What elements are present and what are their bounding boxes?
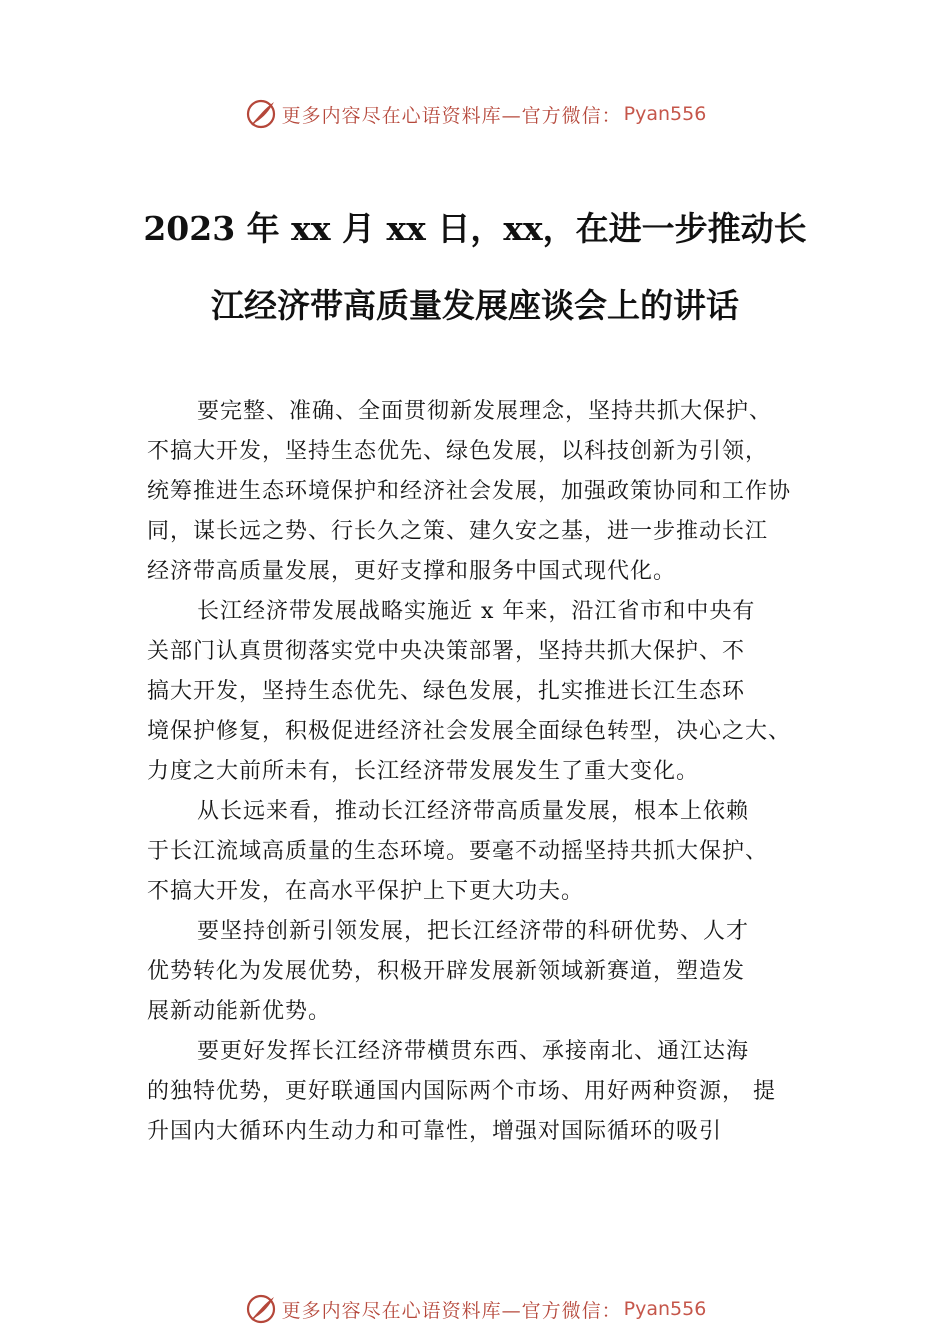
body-line: 搞大开发，坚持生态优先、绿色发展，扎实推进长江生态环 (147, 679, 746, 704)
body-line: 要完整、准确、全面贯彻新发展理念，坚持共抓大保护、 (197, 399, 773, 424)
feather-logo-icon (244, 1292, 278, 1326)
body-line: 升国内大循环内生动力和可靠性，增强对国际循环的吸引 (147, 1119, 723, 1144)
header-banner (0, 96, 950, 132)
feather-logo-icon (244, 97, 278, 131)
body-line: 境保护修复，积极促进经济社会发展全面绿色转型，决心之大、 (147, 719, 792, 744)
body-line: 要更好发挥长江经济带横贯东西、承接南北、通江达海 (197, 1039, 750, 1064)
body-line: 优势转化为发展优势，积极开辟发展新领域新赛道，塑造发 (147, 959, 746, 984)
body-line: 经济带高质量发展，更好支撑和服务中国式现代化。 (147, 559, 677, 584)
banner-wechat-id: Pyan556 (623, 103, 707, 125)
body-line: 关部门认真贯彻落实党中央决策部署，坚持共抓大保护、不 (147, 639, 746, 664)
banner-text: 更多内容尽在心语资料库—官方微信： (281, 104, 622, 127)
body-line: 长江经济带发展战略实施近 x 年来，沿江省市和中央有 (197, 599, 756, 624)
body-line: 不搞大开发，在高水平保护上下更大功夫。 (147, 879, 585, 904)
body-line: 力度之大前所未有，长江经济带发展发生了重大变化。 (147, 759, 700, 784)
document-body (147, 392, 837, 1152)
body-line: 展新动能新优势。 (147, 999, 332, 1024)
document-title-line-2: 江经济带高质量发展座谈会上的讲话 (211, 286, 739, 325)
body-line: 同，谋长远之势、行长久之策、建久安之基，进一步推动长江 (147, 519, 769, 544)
document-title-line-1: 2023 年 xx 月 xx 日，xx，在进一步推动长 (143, 209, 807, 248)
banner-text: 更多内容尽在心语资料库—官方微信： (281, 1299, 622, 1322)
body-line: 要坚持创新引领发展，把长江经济带的科研优势、人才 (197, 919, 750, 944)
body-line: 不搞大开发，坚持生态优先、绿色发展，以科技创新为引领， (147, 439, 769, 464)
footer-banner (0, 1291, 950, 1327)
body-line: 于长江流域高质量的生态环境。要毫不动摇坚持共抓大保护、 (147, 839, 769, 864)
banner-wechat-id: Pyan556 (623, 1298, 707, 1320)
body-line: 的独特优势，更好联通国内国际两个市场、用好两种资源， 提 (147, 1079, 776, 1104)
body-line: 从长远来看，推动长江经济带高质量发展，根本上依赖 (197, 799, 750, 824)
body-line: 统筹推进生态环境保护和经济社会发展，加强政策协同和工作协 (147, 479, 792, 504)
